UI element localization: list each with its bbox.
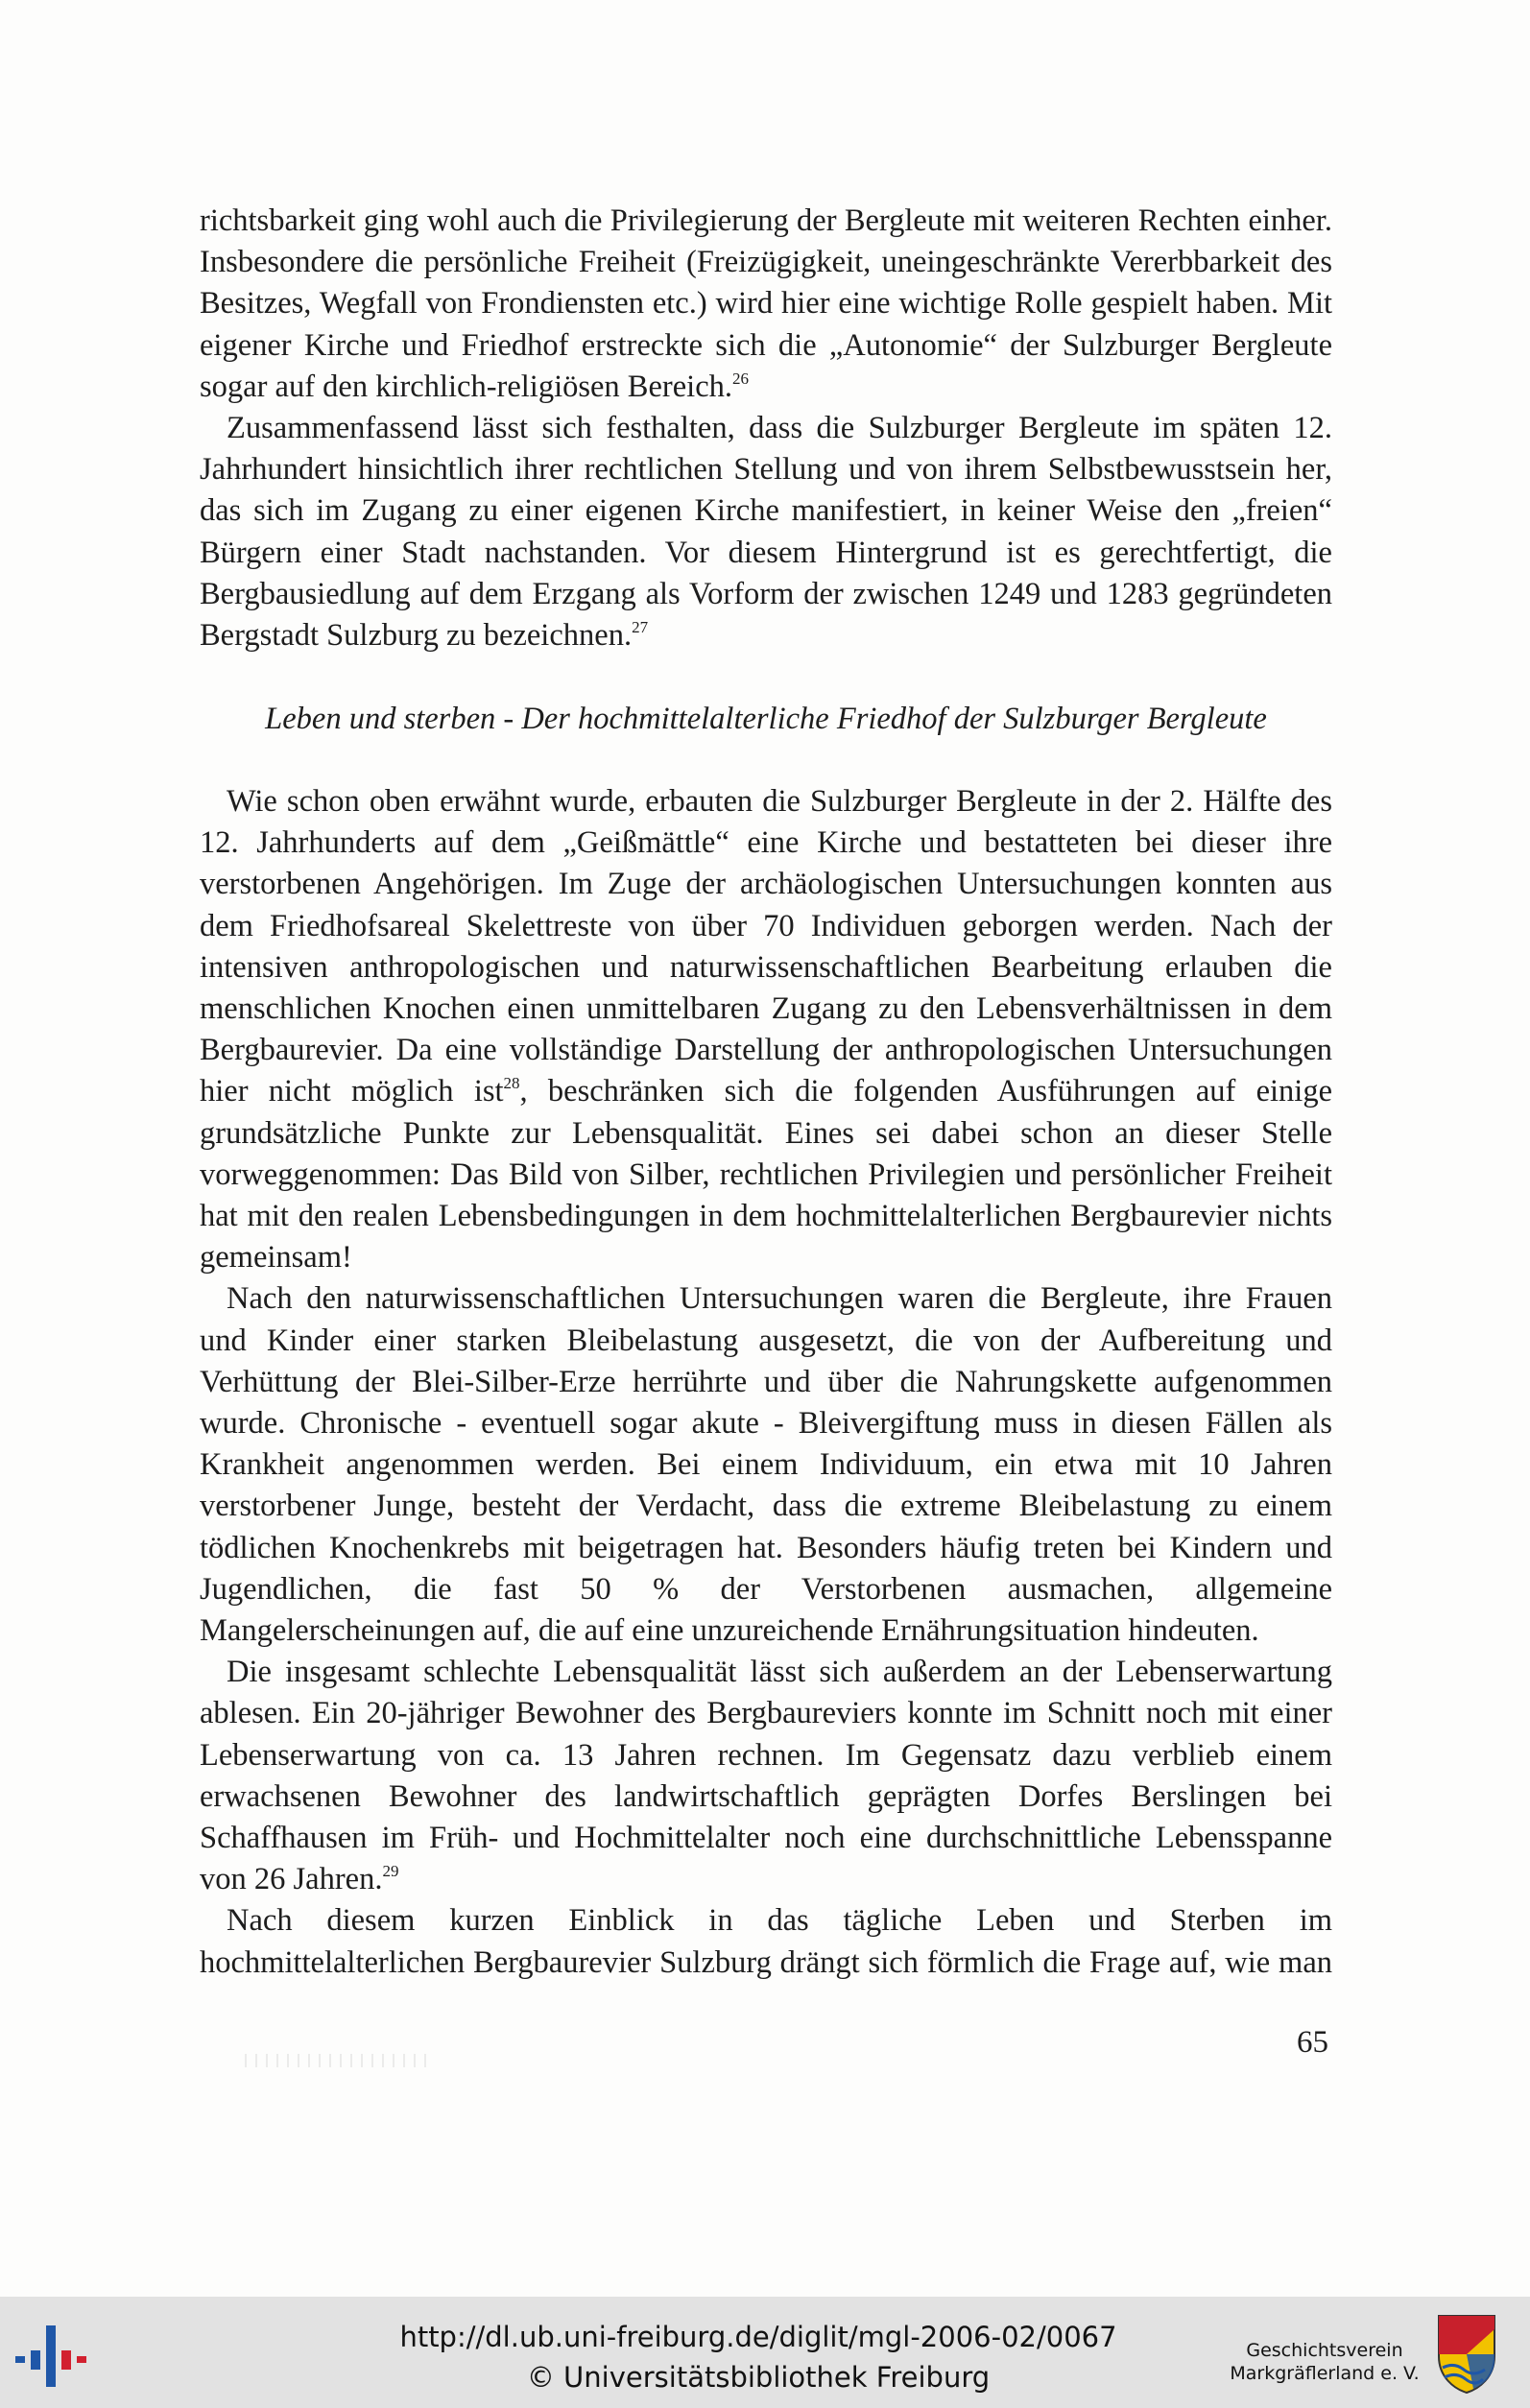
- coat-of-arms-icon[interactable]: [1435, 2312, 1498, 2395]
- paragraph-5: Die insgesamt schlechte Lebensqualität lässt sich außerdem an der Lebenserwartung ablesen. Ein 20-jähriger Bewohner des Bergbaureviers konnte im Schnitt noch mit einer Lebenserwartung von ca. 13 Jahren rechnen. Im Gegensatz dazu verblieb einem erwachsenen Bewohner des landwirtschaftlich geprägten Dorfes Berslingen bei Schaffhausen im Früh- und Hochmittelalter noch eine durchschnittliche Lebensspanne von 26 Jahren.$^{29}$: [200, 1655, 1332, 1897]
- footnote-ref-29[interactable]: 29: [382, 1862, 399, 1881]
- paragraph-2: Zusammenfassend lässt sich festhalten, dass die Sulzburger Bergleute im späten 12. Jahrhundert hinsichtlich ihrer rechtlichen Stellung und von ihrem Selbstbewusstsein her, das sich im Zugang zu einer eigenen Kirche manifestiert, in keiner Weise den „freien“ Bürgern einer Stadt nachstanden. Vor diesem Hintergrund ist es gerechtfertigt, die Bergbausiedlung auf dem Erzgang als Vorform der zwischen 1249 und 1283 gegründeten Bergstadt Sulzburg zu bezeichnen.$^{27}$: [200, 411, 1332, 654]
- footnote-ref-28[interactable]: 28: [503, 1074, 520, 1093]
- footer-bar: [0, 2297, 1530, 2408]
- paragraph-4: Nach den naturwissenschaftlichen Untersuchungen waren die Bergleute, ihre Frauen und Kinder einer starken Bleibelastung ausgesetzt, die von der Aufbereitung und Verhüttung der Blei-Silber-Erze herrührte und über die Nahrungskette aufgenommen wurde. Chronische - eventuell sogar akute - Bleivergiftung muss in diesen Fällen als Krankheit angenommen werden. Bei einem Individuum, ein etwa mit 10 Jahren verstorbener Junge, besteht der Verdacht, dass die extreme Bleibelastung zu einem tödlichen Knochenkrebs mit beigetragen hat. Besonders häufig treten bei Kindern und Jugendlichen, die fast 50 % der Verstorbenen ausmachen, allgemeine Mangelerscheinungen auf, die auf eine unzureichende Ernährungsituation hindeuten.: [200, 1281, 1332, 1649]
- publisher-name-line1: Geschichtsverein: [1246, 2340, 1403, 2361]
- section-heading: Leben und sterben - Der hochmittelalterliche Friedhof der Sulzburger Bergleute: [265, 702, 1267, 736]
- body-text-main: [200, 781, 1332, 1984]
- source-url-link[interactable]: http://dl.ub.uni-freiburg.de/diglit/mgl-2006-02/0067: [399, 2321, 1117, 2353]
- scan-artifact: [245, 2054, 427, 2067]
- paragraph-1: richtsbarkeit ging wohl auch die Privilegierung der Bergleute mit weiteren Rechten einher. Insbesondere die persönliche Freiheit (Freizügigkeit, uneingeschränkte Vererbbarkeit des Besitzes, Wegfall von Frondiensten etc.) wird hier eine wichtige Rolle gespielt haben. Mit eigener Kirche und Friedhof erstreckte sich die „Autonomie“ der Sulzburger Bergleute sogar auf den kirchlich-religiösen Bereich.$^{26}$: [200, 203, 1332, 404]
- page-number: 65: [1297, 2025, 1328, 2060]
- footnote-ref-27[interactable]: 27: [632, 618, 649, 637]
- publisher-name-line2: Markgräflerland e. V.: [1230, 2363, 1420, 2384]
- footnote-ref-26[interactable]: 26: [732, 369, 749, 388]
- paragraph-3: Wie schon oben erwähnt wurde, erbauten die Sulzburger Bergleute in der 2. Hälfte des 12. Jahrhunderts auf dem „Geißmättle“ eine Kirche und bestatteten bei dieser ihre verstorbenen Angehörigen. Im Zuge der archäologischen Untersuchungen konnten aus dem Friedhofsareal Skelettreste von über 70 Individuen geborgen werden. Nach der intensiven anthropologischen und naturwissenschaftlichen Bearbeitung erlauben die menschlichen Knochen einen unmittelbaren Zugang zu den Lebensverhältnissen in dem Bergbaurevier. Da eine vollständige Darstellung der anthropologischen Untersuchungen hier nicht möglich ist$^{28}$, beschränken sich die folgenden Ausführungen auf einige grundsätzliche Punkte zur Lebensqualität. Eines sei dabei schon an dieser Stelle vorweggenommen: Das Bild von Silber, rechtlichen Privilegien und persönlicher Freiheit hat mit den realen Lebensbedingungen in dem hochmittelalterlichen Bergbaurevier nichts gemeinsam!: [200, 784, 1332, 1276]
- paragraph-6: Nach diesem kurzen Einblick in das tägliche Leben und Sterben im hochmittelalterlichen Bergbaurevier Sulzburg drängt sich förmlich die Frage auf, wie man: [200, 1903, 1332, 1980]
- body-text-top: [200, 201, 1332, 656]
- copyright-notice: © Universitätsbibliothek Freiburg: [526, 2361, 991, 2394]
- publisher-name: [1214, 2339, 1435, 2385]
- ub-freiburg-logo-icon[interactable]: [12, 2318, 98, 2391]
